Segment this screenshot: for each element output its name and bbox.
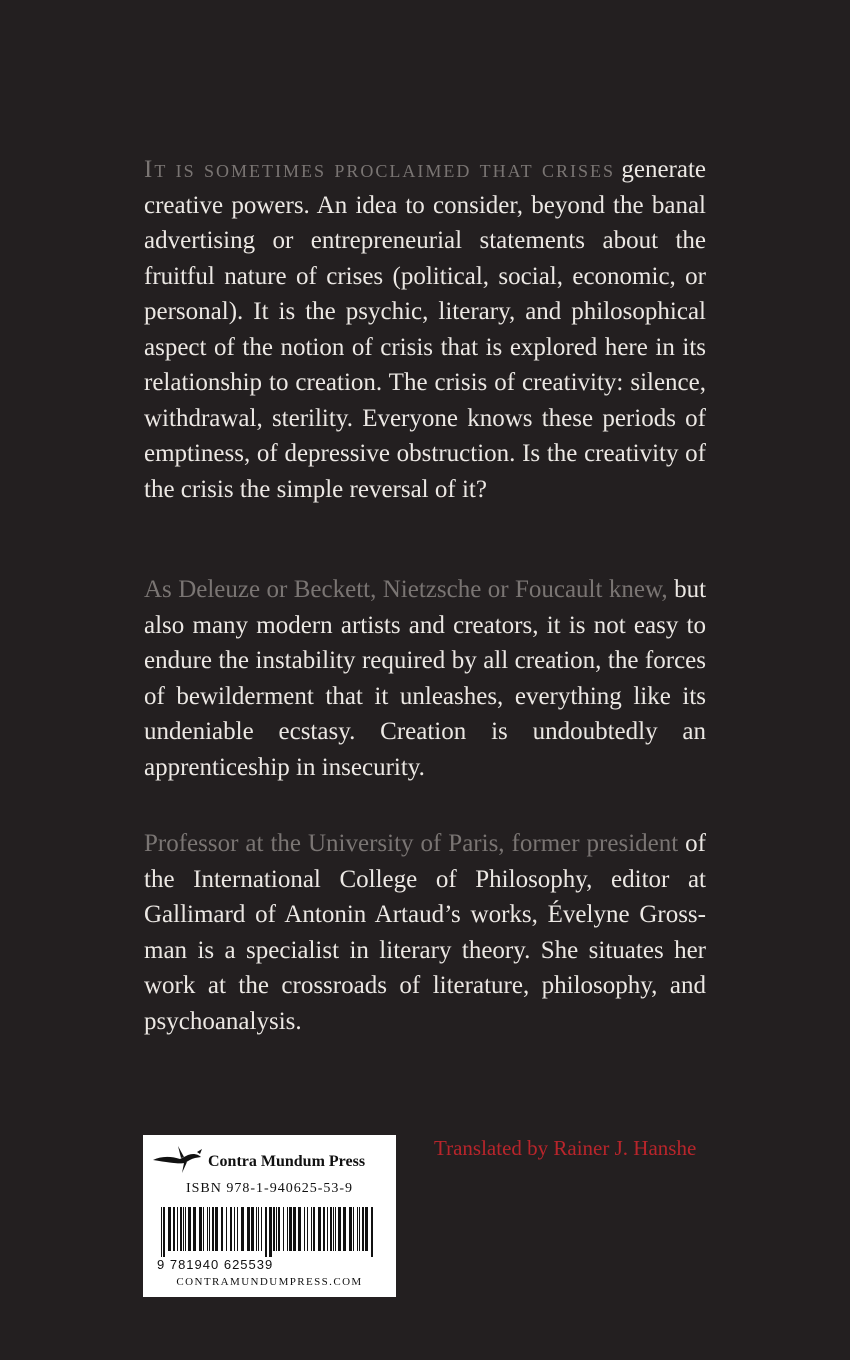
blurb-body-2: but also many modern artists and creators, it is not easy to endure the instability required by all creation, the forces of bewilderment that it unleashes, everything like its undeniable ecstasy. Creation is undoubtedly an apprenticeship in insecurity. <box>144 576 707 781</box>
publisher-row <box>151 1143 391 1175</box>
barcode-bar <box>203 1207 204 1251</box>
isbn-number: ISBN 978-1-940625-53-9 <box>185 1181 354 1196</box>
barcode-bar <box>212 1207 214 1251</box>
barcode-bar <box>209 1207 210 1251</box>
blurb-lead-2: As Deleuze or Beckett, Nietzsche or Foucault knew, <box>144 576 668 603</box>
barcode-bar <box>183 1207 184 1251</box>
barcode-bar <box>188 1207 191 1251</box>
barcode-digits: 9 781940 625539 <box>157 1257 274 1272</box>
barcode-bar <box>362 1207 364 1251</box>
barcode-bar <box>207 1207 208 1251</box>
barcode-bar <box>289 1207 292 1251</box>
barcode-bar <box>335 1207 336 1251</box>
barcode-bar <box>278 1207 280 1251</box>
barcode-bar <box>273 1207 275 1251</box>
barcode-bar <box>318 1207 321 1251</box>
barcode-bar <box>349 1207 352 1251</box>
barcode-bar <box>313 1207 315 1251</box>
barcode-bar <box>237 1207 238 1251</box>
barcode-bar <box>304 1207 305 1251</box>
publisher-website: CONTRAMUNDUMPRESS.COM <box>176 1276 363 1288</box>
barcode-bar <box>256 1207 257 1251</box>
barcode-bar <box>199 1207 202 1251</box>
barcode-bar <box>265 1207 267 1257</box>
barcode-bar <box>276 1207 277 1251</box>
barcode-bar <box>365 1207 368 1251</box>
barcode-bar <box>287 1207 288 1251</box>
barcode-bar <box>357 1207 358 1251</box>
barcode-bar <box>221 1207 223 1251</box>
author-bio-lead: Professor at the University of Paris, former president <box>144 830 679 857</box>
author-bio-body: of the International College of Philosophy, editor at Gallimard of Antonin Artaud’s works, Évelyne Grossman is a specialist in literary theory. She situates her work at the crossroads of literature, philosophy, and psychoanalysis. <box>144 830 706 1035</box>
barcode-bar <box>371 1207 373 1257</box>
barcode-bar <box>163 1207 165 1257</box>
barcode-bar <box>333 1207 334 1251</box>
barcode-bar <box>161 1207 162 1257</box>
barcode-bar <box>298 1207 301 1251</box>
barcode-bar <box>343 1207 346 1251</box>
barcode-bar <box>330 1207 332 1251</box>
barcode-bar <box>193 1207 196 1251</box>
barcode-bar <box>226 1207 227 1251</box>
barcode-bar <box>168 1207 171 1251</box>
blurb-lead-1: It is sometimes proclaimed that crises <box>144 156 616 183</box>
barcode-bar <box>293 1207 296 1251</box>
barcode-bar <box>258 1207 259 1251</box>
barcode-bar <box>323 1207 325 1251</box>
barcode-bar <box>261 1207 262 1251</box>
barcode-bar <box>307 1207 308 1251</box>
barcode-bar <box>247 1207 250 1251</box>
publisher-logo-icon <box>151 1143 205 1175</box>
barcode-bar <box>338 1207 341 1251</box>
barcode-bar <box>251 1207 254 1251</box>
author-bio-paragraph <box>144 826 706 1039</box>
publisher-name: Contra Mundum Press <box>208 1153 366 1170</box>
barcode-bar <box>283 1207 284 1251</box>
barcode-bar <box>173 1207 175 1251</box>
barcode-bar <box>234 1207 235 1251</box>
barcode-bar <box>241 1207 244 1251</box>
blurb-paragraph-2 <box>144 572 706 785</box>
barcode-bar <box>311 1207 312 1251</box>
barcode-bar <box>327 1207 328 1251</box>
barcode-bar <box>353 1207 354 1251</box>
isbn-barcode-box <box>143 1135 396 1297</box>
translator-credit: Translated by Rainer J. Hanshe <box>434 1136 697 1160</box>
blurb-paragraph-1 <box>144 152 706 507</box>
barcode-icon <box>159 1207 379 1257</box>
barcode-bar <box>359 1207 360 1251</box>
barcode-bar <box>230 1207 232 1251</box>
barcode-bar <box>269 1207 272 1257</box>
barcode-bar <box>185 1207 186 1251</box>
barcode-bar <box>177 1207 178 1251</box>
barcode-bar <box>180 1207 182 1251</box>
blurb-body-1: generate creative powers. An idea to consider, beyond the banal advertising or entrepreneurial statements about the fruitful nature of crises (political, social, economic, or personal). It is the psychic, literary, and philosophical aspect of the notion of crisis that is explored here in its relationship to creation. The crisis of creativity: silence, withdrawal, sterility. Everyone knows these periods of emptiness, of depressive obstruction. Is the creativity of the crisis the simple reversal of it? <box>144 156 707 503</box>
barcode-bar <box>215 1207 218 1251</box>
